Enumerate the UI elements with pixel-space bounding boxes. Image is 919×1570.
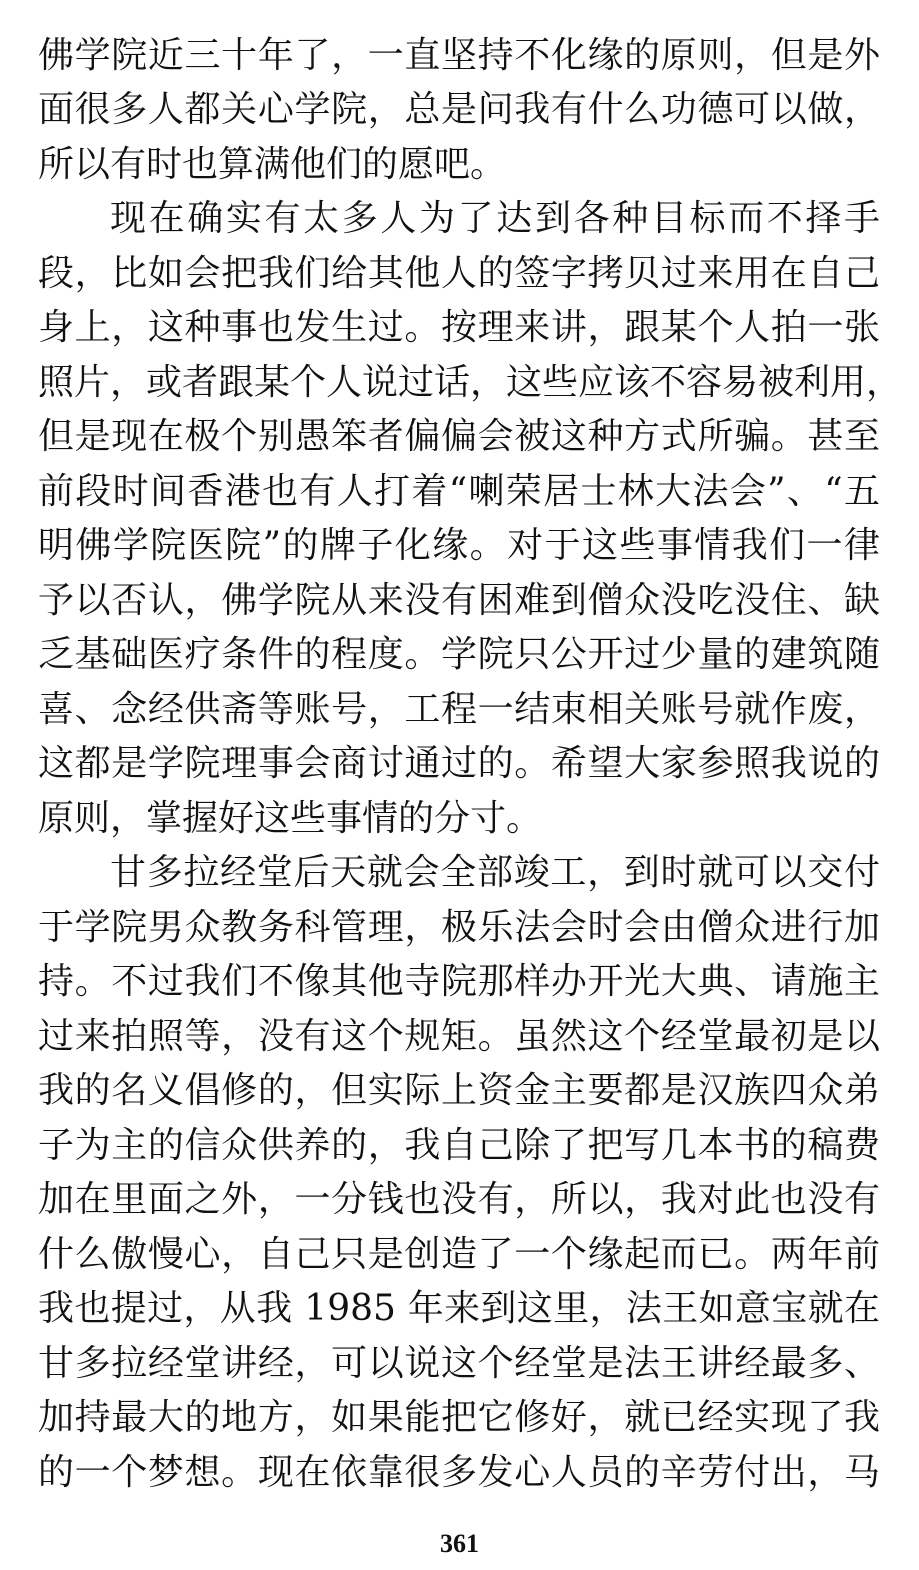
text-line: 这都是学院理事会商讨通过的。希望大家参照我说的 xyxy=(38,743,880,784)
text-line: 甘多拉经堂讲经，可以说这个经堂是法王讲经最多、 xyxy=(38,1343,880,1384)
text-line: 所以有时也算满他们的愿吧。 xyxy=(38,144,507,185)
text-line: 持。不过我们不像其他寺院那样办开光大典、请施主 xyxy=(38,961,880,1002)
page-number: 361 xyxy=(440,1529,479,1558)
text-line: 现在确实有太多人为了达到各种目标而不择手 xyxy=(110,198,880,239)
text-line: 明佛学院医院”的牌子化缘。对于这些事情我们一律 xyxy=(38,525,880,566)
text-line: 段，比如会把我们给其他人的签字拷贝过来用在自己 xyxy=(38,253,880,294)
text-line: 过来拍照等，没有这个规矩。虽然这个经堂最初是以 xyxy=(38,1016,880,1057)
text-line: 加持最大的地方，如果能把它修好，就已经实现了我 xyxy=(38,1397,880,1438)
text-line: 子为主的信众供养的，我自己除了把写几本书的稿费 xyxy=(38,1125,880,1166)
text-line: 原则，掌握好这些事情的分寸。 xyxy=(38,798,543,839)
text-line: 予以否认，佛学院从来没有困难到僧众没吃没住、缺 xyxy=(38,580,880,621)
text-line: 前段时间香港也有人打着“喇荣居士林大法会”、“五 xyxy=(38,471,880,512)
text-line: 我的名义倡修的，但实际上资金主要都是汉族四众弟 xyxy=(38,1070,880,1111)
text-line: 什么傲慢心，自己只是创造了一个缘起而已。两年前 xyxy=(38,1234,880,1275)
text-line: 加在里面之外，一分钱也没有，所以，我对此也没有 xyxy=(38,1179,880,1220)
text-line: 身上，这种事也发生过。按理来讲，跟某个人拍一张 xyxy=(38,307,880,348)
text-line: 照片，或者跟某个人说过话，这些应该不容易被利用， xyxy=(38,362,903,403)
text-line: 甘多拉经堂后天就会全部竣工，到时就可以交付 xyxy=(110,852,880,893)
text-line: 于学院男众教务科管理，极乐法会时会由僧众进行加 xyxy=(38,907,880,948)
text-line: 的一个梦想。现在依靠很多发心人员的辛劳付出，马 xyxy=(38,1452,880,1493)
text-line: 但是现在极个别愚笨者偏偏会被这种方式所骗。甚至 xyxy=(38,416,880,457)
text-line: 乏基础医疗条件的程度。学院只公开过少量的建筑随 xyxy=(38,634,880,675)
text-line: 喜、念经供斋等账号，工程一结束相关账号就作废， xyxy=(38,689,880,730)
text-line: 面很多人都关心学院，总是问我有什么功德可以做， xyxy=(38,89,880,130)
text-line: 我也提过，从我 1985 年来到这里，法王如意宝就在 xyxy=(38,1288,880,1329)
text-line: 佛学院近三十年了，一直坚持不化缘的原则，但是外 xyxy=(38,35,880,76)
